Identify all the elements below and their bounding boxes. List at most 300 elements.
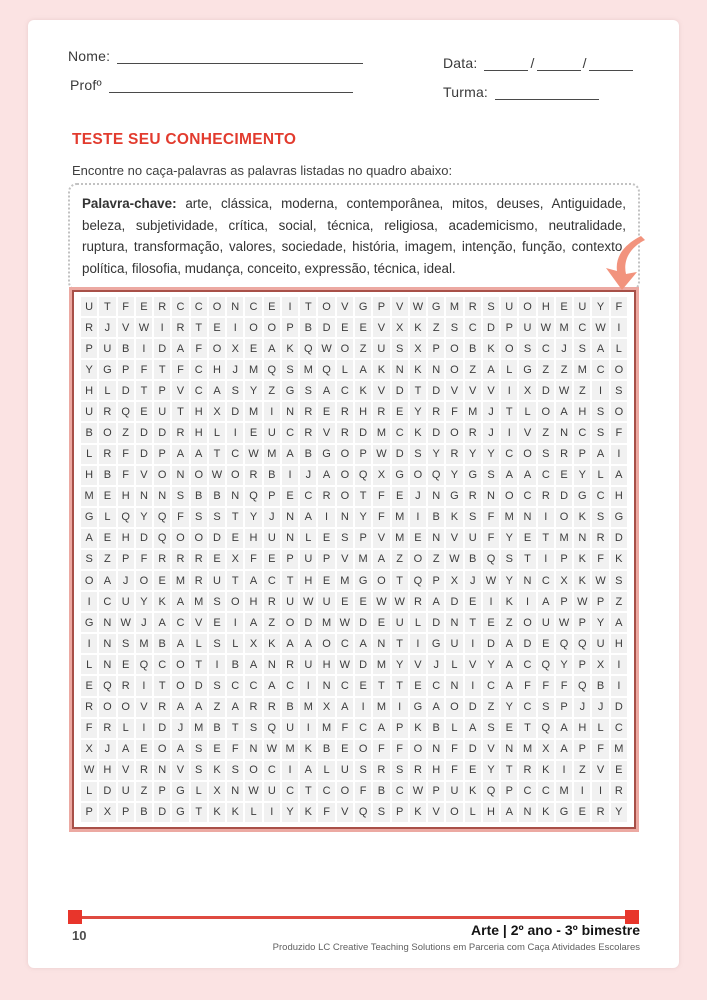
grid-letter: R: [300, 423, 316, 442]
class-field: [443, 84, 599, 100]
grid-letter: I: [227, 318, 243, 337]
grid-letter: U: [264, 423, 280, 442]
grid-letter: I: [282, 297, 298, 316]
grid-letter: S: [118, 634, 134, 653]
grid-letter: P: [392, 803, 408, 822]
grid-letter: K: [355, 381, 371, 400]
grid-letter: C: [519, 655, 535, 674]
grid-letter: D: [392, 445, 408, 464]
grid-letter: S: [592, 508, 608, 527]
grid-letter: R: [191, 550, 207, 569]
date-separator: /: [530, 55, 535, 71]
grid-letter: H: [483, 803, 499, 822]
grid-letter: R: [410, 761, 426, 780]
grid-letter: A: [227, 698, 243, 717]
grid-letter: B: [428, 508, 444, 527]
grid-letter: E: [318, 529, 334, 548]
grid-letter: E: [136, 402, 152, 421]
grid-letter: I: [574, 782, 590, 801]
grid-letter: E: [245, 423, 261, 442]
grid-letter: L: [592, 719, 608, 738]
grid-letter: C: [264, 571, 280, 590]
word-search-grid[interactable]: [81, 297, 627, 822]
grid-letter: R: [282, 655, 298, 674]
grid-letter: I: [264, 803, 280, 822]
grid-letter: I: [264, 402, 280, 421]
grid-letter: N: [282, 508, 298, 527]
grid-letter: A: [465, 719, 481, 738]
grid-letter: V: [410, 655, 426, 674]
grid-letter: O: [337, 782, 353, 801]
class-label: Turma:: [443, 84, 489, 100]
grid-letter: B: [318, 740, 334, 759]
grid-letter: T: [191, 318, 207, 337]
grid-letter: S: [483, 297, 499, 316]
teacher-fill-line[interactable]: [109, 78, 353, 93]
grid-letter: S: [81, 550, 97, 569]
grid-letter: T: [501, 761, 517, 780]
grid-letter: M: [446, 297, 462, 316]
grid-letter: A: [172, 634, 188, 653]
grid-letter: E: [373, 613, 389, 632]
grid-letter: S: [355, 761, 371, 780]
grid-letter: M: [611, 740, 627, 759]
grid-letter: Y: [355, 508, 371, 527]
grid-letter: S: [519, 339, 535, 358]
grid-letter: L: [227, 634, 243, 653]
grid-letter: I: [154, 318, 170, 337]
grid-letter: T: [519, 719, 535, 738]
grid-letter: V: [446, 529, 462, 548]
grid-letter: U: [282, 592, 298, 611]
grid-letter: K: [483, 339, 499, 358]
grid-letter: S: [501, 550, 517, 569]
grid-letter: F: [556, 676, 572, 695]
grid-letter: R: [556, 445, 572, 464]
grid-letter: T: [465, 613, 481, 632]
grid-letter: Q: [355, 803, 371, 822]
grid-letter: O: [446, 339, 462, 358]
grid-letter: S: [191, 761, 207, 780]
grid-letter: O: [556, 508, 572, 527]
grid-letter: L: [209, 423, 225, 442]
grid-letter: E: [282, 487, 298, 506]
grid-letter: C: [282, 676, 298, 695]
grid-letter: A: [355, 360, 371, 379]
grid-letter: O: [118, 698, 134, 717]
grid-letter: I: [81, 592, 97, 611]
grid-letter: C: [99, 592, 115, 611]
grid-letter: V: [465, 655, 481, 674]
grid-letter: A: [300, 761, 316, 780]
grid-letter: U: [446, 634, 462, 653]
grid-letter: S: [483, 466, 499, 485]
grid-letter: A: [519, 466, 535, 485]
grid-letter: R: [373, 402, 389, 421]
grid-letter: U: [81, 297, 97, 316]
grid-letter: W: [556, 613, 572, 632]
grid-letter: H: [611, 487, 627, 506]
grid-letter: M: [282, 740, 298, 759]
grid-letter: A: [373, 550, 389, 569]
grid-letter: M: [300, 698, 316, 717]
grid-letter: J: [592, 698, 608, 717]
grid-letter: N: [154, 487, 170, 506]
grid-letter: C: [227, 676, 243, 695]
grid-letter: H: [574, 719, 590, 738]
grid-letter: O: [538, 402, 554, 421]
grid-letter: R: [191, 571, 207, 590]
grid-letter: F: [118, 297, 134, 316]
grid-letter: Y: [81, 360, 97, 379]
grid-letter: L: [592, 466, 608, 485]
grid-letter: F: [337, 719, 353, 738]
grid-letter: A: [318, 381, 334, 400]
grid-letter: Y: [483, 655, 499, 674]
grid-letter: C: [245, 297, 261, 316]
grid-letter: Z: [501, 613, 517, 632]
grid-letter: J: [556, 339, 572, 358]
grid-letter: X: [81, 740, 97, 759]
grid-letter: H: [81, 466, 97, 485]
grid-letter: W: [118, 613, 134, 632]
grid-letter: A: [428, 592, 444, 611]
grid-letter: N: [227, 487, 243, 506]
grid-letter: R: [99, 445, 115, 464]
grid-letter: E: [99, 487, 115, 506]
grid-letter: B: [154, 634, 170, 653]
grid-letter: M: [574, 360, 590, 379]
grid-letter: Z: [556, 360, 572, 379]
grid-letter: I: [538, 550, 554, 569]
grid-letter: C: [300, 487, 316, 506]
grid-letter: X: [410, 339, 426, 358]
grid-letter: C: [538, 466, 554, 485]
grid-letter: F: [373, 487, 389, 506]
grid-letter: S: [592, 402, 608, 421]
grid-letter: M: [501, 508, 517, 527]
grid-letter: O: [172, 676, 188, 695]
grid-letter: C: [574, 318, 590, 337]
grid-letter: I: [282, 761, 298, 780]
grid-letter: A: [282, 634, 298, 653]
grid-letter: U: [446, 782, 462, 801]
grid-letter: O: [446, 360, 462, 379]
grid-letter: G: [99, 360, 115, 379]
grid-letter: S: [611, 381, 627, 400]
grid-letter: I: [136, 339, 152, 358]
grid-letter: P: [574, 655, 590, 674]
grid-letter: Z: [355, 339, 371, 358]
grid-letter: N: [172, 466, 188, 485]
credits-text: Produzido LC Creative Teaching Solutions em Parceria com Caça Atividades Escolares: [272, 942, 640, 953]
grid-letter: A: [556, 402, 572, 421]
grid-letter: O: [446, 803, 462, 822]
grid-letter: U: [300, 550, 316, 569]
grid-letter: E: [355, 676, 371, 695]
grid-letter: Q: [538, 655, 554, 674]
grid-letter: G: [611, 508, 627, 527]
grid-letter: E: [81, 676, 97, 695]
grid-letter: C: [355, 719, 371, 738]
grid-letter: R: [118, 676, 134, 695]
grid-letter: Z: [465, 360, 481, 379]
grid-letter: O: [245, 318, 261, 337]
grid-letter: T: [519, 550, 535, 569]
grid-letter: C: [465, 318, 481, 337]
grid-letter: B: [428, 719, 444, 738]
grid-letter: R: [245, 466, 261, 485]
grid-letter: W: [300, 592, 316, 611]
grid-letter: K: [410, 803, 426, 822]
grid-letter: V: [337, 297, 353, 316]
grid-letter: G: [282, 381, 298, 400]
grid-letter: H: [318, 655, 334, 674]
grid-letter: F: [172, 508, 188, 527]
grid-letter: O: [410, 466, 426, 485]
grid-letter: G: [355, 297, 371, 316]
grid-letter: S: [574, 339, 590, 358]
grid-letter: F: [172, 360, 188, 379]
grid-letter: A: [501, 676, 517, 695]
grid-letter: V: [373, 529, 389, 548]
grid-letter: R: [99, 719, 115, 738]
grid-letter: L: [501, 360, 517, 379]
grid-letter: G: [446, 487, 462, 506]
grid-letter: T: [136, 381, 152, 400]
grid-letter: S: [538, 445, 554, 464]
grid-letter: E: [337, 592, 353, 611]
grid-letter: D: [118, 381, 134, 400]
grid-letter: Q: [318, 360, 334, 379]
grid-letter: P: [556, 592, 572, 611]
grid-letter: Y: [245, 381, 261, 400]
date-month-fill-line[interactable]: [537, 56, 581, 71]
grid-letter: V: [483, 740, 499, 759]
grid-letter: P: [154, 381, 170, 400]
grid-letter: A: [172, 445, 188, 464]
grid-letter: A: [264, 676, 280, 695]
grid-letter: P: [81, 339, 97, 358]
grid-letter: N: [282, 529, 298, 548]
instruction-text: Encontre no caça-palavras as palavras listadas no quadro abaixo:: [72, 163, 453, 178]
grid-letter: X: [519, 381, 535, 400]
grid-letter: M: [191, 592, 207, 611]
grid-letter: V: [172, 761, 188, 780]
grid-letter: E: [209, 318, 225, 337]
grid-letter: G: [574, 487, 590, 506]
grid-letter: H: [300, 571, 316, 590]
grid-letter: A: [172, 339, 188, 358]
grid-letter: E: [337, 740, 353, 759]
grid-letter: R: [538, 487, 554, 506]
grid-letter: I: [501, 381, 517, 400]
date-day-fill-line[interactable]: [484, 56, 528, 71]
grid-letter: R: [99, 402, 115, 421]
grid-letter: P: [118, 360, 134, 379]
grid-letter: Q: [300, 339, 316, 358]
grid-letter: K: [209, 761, 225, 780]
grid-letter: Y: [282, 803, 298, 822]
grid-letter: E: [392, 487, 408, 506]
grid-letter: E: [355, 318, 371, 337]
grid-letter: V: [465, 381, 481, 400]
grid-letter: P: [81, 803, 97, 822]
class-fill-line[interactable]: [495, 85, 599, 100]
grid-letter: R: [172, 318, 188, 337]
grid-letter: T: [373, 676, 389, 695]
grid-letter: W: [245, 782, 261, 801]
grid-letter: M: [556, 529, 572, 548]
grid-letter: P: [501, 318, 517, 337]
grid-letter: R: [300, 402, 316, 421]
grid-letter: H: [118, 487, 134, 506]
grid-letter: Q: [483, 782, 499, 801]
grid-letter: E: [337, 318, 353, 337]
grid-letter: F: [483, 529, 499, 548]
grid-letter: B: [191, 487, 207, 506]
grid-letter: D: [136, 445, 152, 464]
grid-letter: R: [318, 487, 334, 506]
grid-letter: Q: [410, 571, 426, 590]
grid-letter: V: [318, 423, 334, 442]
grid-letter: S: [410, 445, 426, 464]
grid-letter: O: [337, 339, 353, 358]
grid-letter: V: [136, 698, 152, 717]
grid-letter: J: [172, 719, 188, 738]
grid-letter: C: [611, 719, 627, 738]
grid-letter: Z: [538, 423, 554, 442]
grid-letter: P: [428, 782, 444, 801]
grid-letter: I: [538, 508, 554, 527]
grid-letter: B: [136, 803, 152, 822]
grid-letter: N: [428, 529, 444, 548]
grid-letter: S: [373, 803, 389, 822]
grid-letter: E: [154, 571, 170, 590]
grid-letter: C: [519, 782, 535, 801]
date-field: [443, 55, 633, 71]
grid-letter: O: [227, 466, 243, 485]
grid-letter: B: [118, 339, 134, 358]
grid-letter: R: [337, 402, 353, 421]
grid-letter: I: [410, 508, 426, 527]
grid-letter: C: [282, 423, 298, 442]
grid-letter: N: [446, 613, 462, 632]
grid-letter: Y: [245, 508, 261, 527]
grid-letter: M: [392, 508, 408, 527]
grid-letter: L: [81, 445, 97, 464]
grid-letter: S: [245, 719, 261, 738]
grid-letter: B: [300, 445, 316, 464]
grid-letter: Z: [483, 698, 499, 717]
grid-letter: L: [337, 360, 353, 379]
grid-letter: F: [611, 423, 627, 442]
grid-letter: C: [282, 782, 298, 801]
grid-letter: Y: [483, 761, 499, 780]
grid-letter: N: [519, 803, 535, 822]
grid-letter: R: [410, 592, 426, 611]
grid-letter: C: [191, 297, 207, 316]
grid-letter: J: [227, 360, 243, 379]
grid-letter: R: [154, 550, 170, 569]
grid-letter: H: [355, 402, 371, 421]
grid-letter: O: [282, 613, 298, 632]
grid-letter: D: [611, 529, 627, 548]
grid-letter: Z: [538, 360, 554, 379]
grid-letter: A: [282, 445, 298, 464]
grid-letter: Z: [574, 381, 590, 400]
grid-letter: N: [227, 782, 243, 801]
grid-letter: X: [592, 655, 608, 674]
name-field: [68, 48, 363, 64]
grid-letter: R: [172, 423, 188, 442]
grid-letter: T: [282, 571, 298, 590]
grid-letter: C: [538, 339, 554, 358]
grid-letter: Y: [392, 655, 408, 674]
name-fill-line[interactable]: [117, 49, 363, 64]
grid-letter: P: [355, 445, 371, 464]
date-year-fill-line[interactable]: [589, 56, 633, 71]
grid-letter: A: [592, 445, 608, 464]
grid-letter: F: [373, 508, 389, 527]
word-search-frame: [69, 287, 639, 832]
grid-letter: T: [154, 360, 170, 379]
grid-letter: A: [355, 634, 371, 653]
grid-letter: O: [81, 571, 97, 590]
grid-letter: U: [392, 613, 408, 632]
grid-letter: M: [81, 487, 97, 506]
grid-letter: T: [172, 402, 188, 421]
grid-letter: B: [282, 698, 298, 717]
grid-letter: S: [483, 719, 499, 738]
grid-letter: Q: [574, 676, 590, 695]
grid-letter: F: [118, 445, 134, 464]
grid-letter: F: [318, 803, 334, 822]
grid-letter: E: [99, 529, 115, 548]
grid-letter: Q: [99, 676, 115, 695]
grid-letter: T: [227, 508, 243, 527]
grid-letter: M: [373, 698, 389, 717]
grid-letter: F: [592, 550, 608, 569]
grid-letter: W: [410, 297, 426, 316]
grid-letter: W: [337, 655, 353, 674]
grid-letter: U: [300, 655, 316, 674]
grid-letter: W: [392, 592, 408, 611]
grid-letter: R: [519, 761, 535, 780]
grid-letter: U: [264, 529, 280, 548]
grid-letter: D: [136, 529, 152, 548]
grid-letter: A: [501, 803, 517, 822]
grid-letter: P: [501, 782, 517, 801]
grid-letter: M: [245, 360, 261, 379]
grid-letter: A: [172, 592, 188, 611]
grid-letter: N: [282, 402, 298, 421]
grid-letter: S: [209, 676, 225, 695]
grid-letter: A: [245, 613, 261, 632]
grid-letter: E: [410, 676, 426, 695]
grid-letter: D: [483, 634, 499, 653]
grid-letter: H: [191, 402, 207, 421]
grid-letter: V: [373, 381, 389, 400]
grid-letter: F: [611, 297, 627, 316]
grid-letter: N: [428, 487, 444, 506]
grid-letter: E: [556, 466, 572, 485]
grid-letter: N: [245, 740, 261, 759]
grid-letter: X: [392, 318, 408, 337]
grid-letter: W: [245, 445, 261, 464]
grid-letter: O: [136, 571, 152, 590]
grid-letter: A: [154, 613, 170, 632]
